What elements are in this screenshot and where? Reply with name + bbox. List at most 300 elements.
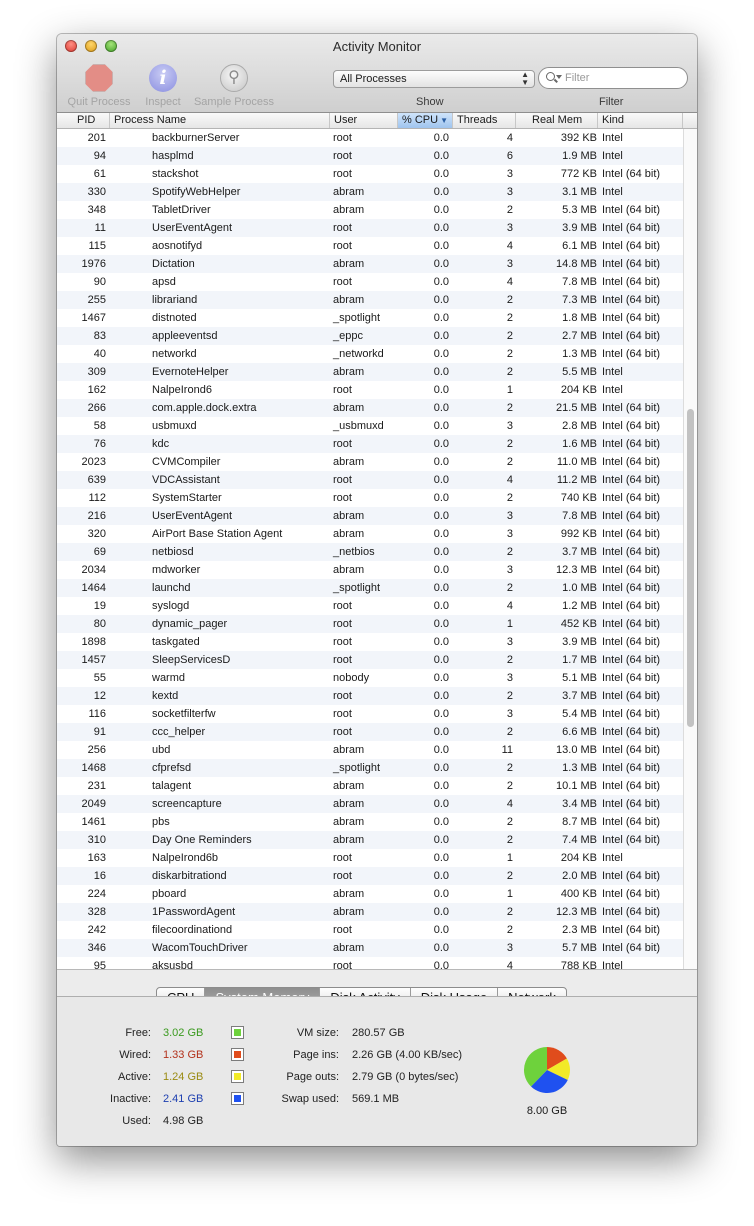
cell-user: root	[333, 150, 352, 162]
column-header-process-name[interactable]: Process Name	[110, 113, 330, 128]
search-options-icon[interactable]	[556, 75, 562, 79]
table-row[interactable]	[57, 759, 683, 777]
cell-cpu: 0.0	[433, 222, 449, 234]
cell-cpu: 0.0	[433, 708, 449, 720]
cell-threads: 11	[501, 744, 513, 756]
table-row[interactable]	[57, 633, 683, 651]
cell-kind: Intel	[602, 960, 623, 969]
cell-pid: 1468	[81, 762, 106, 774]
cell-kind: Intel (64 bit)	[602, 564, 661, 576]
cell-kind: Intel (64 bit)	[602, 222, 661, 234]
cell-kind: Intel (64 bit)	[602, 528, 661, 540]
vm-value-page-ins: 2.26 GB (4.00 KB/sec)	[352, 1049, 463, 1061]
cell-kind: Intel	[602, 852, 623, 864]
cell-user: root	[333, 600, 352, 612]
cell-real-mem: 3.9 MB	[562, 636, 597, 648]
table-row[interactable]	[57, 525, 683, 543]
cell-user: abram	[333, 816, 365, 828]
cell-real-mem: 772 KB	[560, 168, 597, 180]
table-row[interactable]	[57, 687, 683, 705]
memory-label-free: Free:	[125, 1027, 151, 1039]
cell-kind: Intel (64 bit)	[602, 330, 661, 342]
cell-cpu: 0.0	[433, 168, 449, 180]
cell-threads: 3	[506, 636, 513, 648]
cell-process-name: pbs	[152, 816, 170, 828]
memory-value-free: 3.02 GB	[163, 1027, 204, 1039]
cell-pid: 55	[93, 672, 106, 684]
vm-value-page-outs: 2.79 GB (0 bytes/sec)	[352, 1071, 459, 1083]
cell-real-mem: 452 KB	[560, 618, 597, 630]
table-row[interactable]	[57, 381, 683, 399]
table-row[interactable]	[57, 165, 683, 183]
cell-process-name: AirPort Base Station Agent	[152, 528, 283, 540]
filter-search-field[interactable]	[538, 67, 688, 89]
cell-user: root	[333, 474, 352, 486]
cell-threads: 2	[506, 582, 513, 594]
cell-threads: 2	[506, 294, 513, 306]
table-row[interactable]	[57, 291, 683, 309]
cell-threads: 4	[506, 240, 513, 252]
cell-user: root	[333, 240, 352, 252]
cell-kind: Intel (64 bit)	[602, 744, 661, 756]
table-row[interactable]	[57, 273, 683, 291]
cell-process-name: apsd	[152, 276, 176, 288]
cell-real-mem: 10.1 MB	[556, 780, 597, 792]
process-table[interactable]	[57, 129, 683, 969]
cell-threads: 2	[506, 834, 513, 846]
cell-process-name: librariand	[152, 294, 198, 306]
cell-cpu: 0.0	[433, 924, 449, 936]
cell-real-mem: 1.0 MB	[562, 582, 597, 594]
cell-pid: 328	[87, 906, 106, 918]
show-label: Show	[416, 96, 444, 108]
cell-user: root	[333, 168, 352, 180]
cell-threads: 4	[506, 600, 513, 612]
stop-sign-icon	[85, 64, 113, 92]
cell-process-name: diskarbitrationd	[152, 870, 227, 882]
cell-user: abram	[333, 834, 365, 846]
cell-threads: 3	[506, 420, 513, 432]
memory-total: 8.00 GB	[526, 1105, 568, 1117]
cell-pid: 1467	[81, 312, 106, 324]
cell-threads: 4	[506, 960, 513, 969]
cell-cpu: 0.0	[433, 942, 449, 954]
cell-process-name: 1PasswordAgent	[152, 906, 236, 918]
cell-cpu: 0.0	[433, 312, 449, 324]
column-header-cpu[interactable]	[398, 113, 453, 128]
cell-process-name: launchd	[152, 582, 191, 594]
table-row[interactable]	[57, 885, 683, 903]
cell-cpu: 0.0	[433, 150, 449, 162]
cell-kind: Intel (64 bit)	[602, 582, 661, 594]
cell-kind: Intel (64 bit)	[602, 888, 661, 900]
filter-label: Filter	[599, 96, 624, 108]
cell-pid: 116	[88, 708, 106, 720]
table-row[interactable]	[57, 669, 683, 687]
cell-threads: 3	[506, 528, 513, 540]
table-row[interactable]	[57, 795, 683, 813]
table-row[interactable]	[57, 849, 683, 867]
cell-process-name: distnoted	[152, 312, 197, 324]
cell-threads: 3	[506, 708, 513, 720]
cell-threads: 2	[506, 870, 513, 882]
cell-pid: 19	[93, 600, 106, 612]
cell-kind: Intel (64 bit)	[602, 636, 661, 648]
filter-input[interactable]	[565, 70, 677, 85]
cell-process-name: SpotifyWebHelper	[152, 186, 241, 198]
cell-pid: 320	[87, 528, 106, 540]
cell-cpu: 0.0	[433, 960, 449, 969]
cell-process-name: UserEventAgent	[152, 510, 233, 522]
cell-cpu: 0.0	[433, 456, 449, 468]
cell-cpu: 0.0	[433, 204, 449, 216]
cell-real-mem: 21.5 MB	[556, 402, 597, 414]
column-header-threads[interactable]: Threads	[453, 113, 516, 128]
cell-cpu: 0.0	[433, 240, 449, 252]
table-row[interactable]	[57, 219, 683, 237]
cell-threads: 1	[506, 888, 513, 900]
cell-cpu: 0.0	[433, 870, 449, 882]
cell-process-name: kdc	[152, 438, 170, 450]
table-row[interactable]	[57, 723, 683, 741]
cell-user: root	[333, 708, 352, 720]
cell-process-name: Day One Reminders	[152, 834, 252, 846]
cell-kind: Intel (64 bit)	[602, 726, 661, 738]
cell-process-name: warmd	[152, 672, 186, 684]
cell-user: root	[333, 870, 352, 882]
cell-pid: 1464	[81, 582, 106, 594]
cell-cpu: 0.0	[433, 474, 449, 486]
table-row[interactable]	[57, 507, 683, 525]
cell-pid: 2049	[81, 798, 106, 810]
cell-pid: 76	[93, 438, 106, 450]
table-row[interactable]	[57, 309, 683, 327]
cell-user: _netbios	[333, 546, 375, 558]
cell-user: root	[333, 960, 352, 969]
cell-real-mem: 1.3 MB	[562, 348, 597, 360]
cell-kind: Intel (64 bit)	[602, 348, 661, 360]
cell-threads: 2	[506, 816, 513, 828]
window-title: Activity Monitor	[332, 39, 422, 54]
vm-label-vm-size: VM size:	[296, 1027, 339, 1039]
cell-threads: 2	[506, 654, 513, 666]
show-processes-value: All Processes	[340, 73, 407, 85]
cell-kind: Intel (64 bit)	[602, 780, 661, 792]
cell-user: root	[333, 276, 352, 288]
cell-cpu: 0.0	[433, 384, 449, 396]
cell-process-name: EvernoteHelper	[152, 366, 229, 378]
table-row[interactable]	[57, 471, 683, 489]
cell-process-name: screencapture	[152, 798, 222, 810]
cell-real-mem: 740 KB	[560, 492, 597, 504]
column-header-kind[interactable]: Kind	[598, 113, 683, 128]
cell-process-name: SystemStarter	[152, 492, 222, 504]
memory-pie-chart	[523, 1046, 571, 1094]
cell-real-mem: 392 KB	[560, 132, 597, 144]
cell-kind: Intel	[602, 186, 623, 198]
column-header-real-mem[interactable]: Real Mem	[516, 113, 598, 128]
cell-real-mem: 7.8 MB	[562, 510, 597, 522]
search-icon	[546, 72, 555, 81]
cell-cpu: 0.0	[433, 294, 449, 306]
cell-cpu: 0.0	[433, 834, 449, 846]
table-row[interactable]	[57, 561, 683, 579]
cell-cpu: 0.0	[433, 564, 449, 576]
cell-kind: Intel (64 bit)	[602, 276, 661, 288]
cell-pid: 80	[93, 618, 106, 630]
cell-pid: 266	[87, 402, 106, 414]
vm-label-page-outs: Page outs:	[286, 1071, 339, 1083]
cell-threads: 4	[506, 132, 513, 144]
cell-kind: Intel (64 bit)	[602, 798, 661, 810]
cell-process-name: TabletDriver	[152, 204, 211, 216]
table-row[interactable]	[57, 345, 683, 363]
cell-user: abram	[333, 294, 365, 306]
cell-pid: 256	[87, 744, 106, 756]
vm-label-page-ins: Page ins:	[293, 1049, 339, 1061]
cell-cpu: 0.0	[433, 672, 449, 684]
cell-threads: 3	[506, 258, 513, 270]
cell-real-mem: 1.8 MB	[562, 312, 597, 324]
table-row[interactable]	[57, 705, 683, 723]
cell-threads: 3	[506, 942, 513, 954]
cell-user: abram	[333, 258, 365, 270]
cell-real-mem: 1.3 MB	[562, 762, 597, 774]
cell-kind: Intel (64 bit)	[602, 546, 661, 558]
scrollbar-thumb[interactable]	[687, 409, 694, 727]
cell-user: abram	[333, 942, 365, 954]
cell-kind: Intel (64 bit)	[602, 870, 661, 882]
cell-process-name: ccc_helper	[152, 726, 206, 738]
cell-user: abram	[333, 888, 365, 900]
cell-kind: Intel (64 bit)	[602, 906, 661, 918]
cell-process-name: aosnotifyd	[152, 240, 203, 252]
cell-process-name: backburnerServer	[152, 132, 240, 144]
table-row[interactable]	[57, 939, 683, 957]
cell-kind: Intel (64 bit)	[602, 690, 661, 702]
cell-user: root	[333, 132, 352, 144]
cell-threads: 6	[506, 150, 513, 162]
cell-pid: 348	[87, 204, 106, 216]
cell-kind: Intel	[602, 366, 623, 378]
cell-real-mem: 3.1 MB	[562, 186, 597, 198]
cell-pid: 639	[87, 474, 106, 486]
cell-pid: 2023	[81, 456, 106, 468]
cell-kind: Intel (64 bit)	[602, 924, 661, 936]
cell-cpu: 0.0	[433, 780, 449, 792]
cell-process-name: com.apple.dock.extra	[152, 402, 257, 414]
table-row[interactable]	[57, 363, 683, 381]
cell-user: root	[333, 636, 352, 648]
cell-threads: 2	[506, 438, 513, 450]
cell-threads: 4	[506, 474, 513, 486]
table-row[interactable]	[57, 417, 683, 435]
cell-process-name: netbiosd	[152, 546, 194, 558]
memory-label-used: Used:	[122, 1115, 151, 1127]
cell-threads: 2	[506, 726, 513, 738]
cell-kind: Intel (64 bit)	[602, 708, 661, 720]
cell-user: abram	[333, 744, 365, 756]
table-row[interactable]	[57, 615, 683, 633]
cell-real-mem: 3.4 MB	[562, 798, 597, 810]
system-memory-panel	[57, 996, 697, 1146]
cell-threads: 2	[506, 366, 513, 378]
table-row[interactable]	[57, 903, 683, 921]
cell-pid: 309	[87, 366, 106, 378]
cell-user: root	[333, 384, 352, 396]
cell-user: abram	[333, 510, 365, 522]
table-row[interactable]	[57, 147, 683, 165]
column-header-user[interactable]: User	[330, 113, 398, 128]
sample-process-button[interactable]	[191, 64, 277, 108]
table-row[interactable]	[57, 957, 683, 969]
cell-pid: 163	[87, 852, 106, 864]
cell-kind: Intel (64 bit)	[602, 834, 661, 846]
cell-kind: Intel (64 bit)	[602, 762, 661, 774]
cell-kind: Intel	[602, 384, 623, 396]
cell-process-name: stackshot	[152, 168, 199, 180]
cell-threads: 2	[506, 330, 513, 342]
memory-label-active: Active:	[117, 1071, 151, 1083]
cell-real-mem: 14.8 MB	[556, 258, 597, 270]
table-row[interactable]	[57, 453, 683, 471]
cell-kind: Intel (64 bit)	[602, 420, 661, 432]
cell-process-name: NalpeIrond6	[152, 384, 212, 396]
cell-threads: 2	[506, 906, 513, 918]
cell-threads: 2	[506, 204, 513, 216]
table-row[interactable]	[57, 489, 683, 507]
cell-real-mem: 5.4 MB	[562, 708, 597, 720]
cell-pid: 310	[87, 834, 106, 846]
magnifier-sample-icon: ⚲	[220, 64, 248, 92]
table-row[interactable]	[57, 201, 683, 219]
cell-threads: 4	[506, 798, 513, 810]
cell-process-name: NalpeIrond6b	[152, 852, 219, 864]
cell-threads: 2	[506, 924, 513, 936]
cell-cpu: 0.0	[433, 186, 449, 198]
cell-real-mem: 2.7 MB	[562, 330, 597, 342]
cell-real-mem: 3.7 MB	[562, 690, 597, 702]
cell-kind: Intel (64 bit)	[602, 618, 661, 630]
table-row[interactable]	[57, 183, 683, 201]
table-row[interactable]	[57, 237, 683, 255]
cell-pid: 1898	[81, 636, 106, 648]
cell-kind: Intel (64 bit)	[602, 294, 661, 306]
cell-kind: Intel	[602, 132, 623, 144]
cell-real-mem: 204 KB	[560, 384, 597, 396]
table-row[interactable]	[57, 813, 683, 831]
process-table-header	[57, 113, 697, 129]
cell-real-mem: 1.6 MB	[562, 438, 597, 450]
cell-pid: 90	[93, 276, 106, 288]
cell-kind: Intel (64 bit)	[602, 258, 661, 270]
table-row[interactable]	[57, 831, 683, 849]
cell-process-name: appleeventsd	[152, 330, 218, 342]
cell-cpu: 0.0	[433, 618, 449, 630]
cell-kind: Intel (64 bit)	[602, 654, 661, 666]
cell-threads: 1	[506, 852, 513, 864]
cell-user: abram	[333, 564, 365, 576]
table-row[interactable]	[57, 399, 683, 417]
cell-kind: Intel (64 bit)	[602, 942, 661, 954]
cell-real-mem: 5.3 MB	[562, 204, 597, 216]
column-header-pid[interactable]: PID	[57, 113, 110, 128]
cell-real-mem: 3.9 MB	[562, 222, 597, 234]
cell-cpu: 0.0	[433, 906, 449, 918]
activity-monitor-window	[57, 34, 697, 1146]
cell-user: root	[333, 852, 352, 864]
cell-pid: 12	[93, 690, 106, 702]
table-row[interactable]	[57, 597, 683, 615]
quit-process-label: Quit Process	[67, 96, 131, 108]
cell-cpu: 0.0	[433, 510, 449, 522]
cell-process-name: taskgated	[152, 636, 200, 648]
cell-threads: 2	[506, 690, 513, 702]
table-row[interactable]	[57, 129, 683, 147]
cell-user: abram	[333, 402, 365, 414]
cell-real-mem: 1.9 MB	[562, 150, 597, 162]
cell-pid: 83	[93, 330, 106, 342]
show-processes-popup[interactable]	[333, 70, 535, 88]
table-row[interactable]	[57, 543, 683, 561]
table-row[interactable]	[57, 741, 683, 759]
cell-real-mem: 5.1 MB	[562, 672, 597, 684]
cell-threads: 2	[506, 780, 513, 792]
column-header-cpu-label: % CPU	[402, 114, 439, 126]
table-row[interactable]	[57, 579, 683, 597]
table-row[interactable]	[57, 777, 683, 795]
cell-pid: 94	[93, 150, 106, 162]
cell-process-name: talagent	[152, 780, 192, 792]
cell-threads: 1	[506, 618, 513, 630]
table-row[interactable]	[57, 921, 683, 939]
table-row[interactable]	[57, 435, 683, 453]
cell-real-mem: 6.6 MB	[562, 726, 597, 738]
cell-threads: 3	[506, 564, 513, 576]
cell-process-name: CVMCompiler	[152, 456, 221, 468]
memory-value-used: 4.98 GB	[163, 1115, 204, 1127]
cell-real-mem: 2.0 MB	[562, 870, 597, 882]
cell-cpu: 0.0	[433, 258, 449, 270]
cell-pid: 91	[93, 726, 106, 738]
vm-label-swap-used: Swap used:	[281, 1093, 339, 1105]
cell-real-mem: 13.0 MB	[556, 744, 597, 756]
cell-threads: 2	[506, 312, 513, 324]
cell-user: abram	[333, 186, 365, 198]
cell-real-mem: 2.3 MB	[562, 924, 597, 936]
cell-pid: 61	[93, 168, 106, 180]
cell-user: _spotlight	[333, 762, 381, 774]
cell-real-mem: 11.0 MB	[556, 456, 597, 468]
cell-pid: 58	[93, 420, 106, 432]
cell-kind: Intel (64 bit)	[602, 510, 661, 522]
process-table-scrollbar[interactable]	[683, 129, 697, 969]
cell-pid: 115	[88, 240, 106, 252]
cell-user: root	[333, 618, 352, 630]
table-row[interactable]	[57, 255, 683, 273]
cell-kind: Intel (64 bit)	[602, 204, 661, 216]
cell-pid: 201	[87, 132, 106, 144]
table-row[interactable]	[57, 651, 683, 669]
table-row[interactable]	[57, 867, 683, 885]
cell-pid: 112	[88, 492, 106, 504]
quit-process-button[interactable]	[65, 64, 133, 108]
cell-kind: Intel (64 bit)	[602, 312, 661, 324]
inspect-button[interactable]	[141, 64, 185, 108]
cell-user: root	[333, 492, 352, 504]
cell-pid: 1461	[81, 816, 106, 828]
table-row[interactable]	[57, 327, 683, 345]
